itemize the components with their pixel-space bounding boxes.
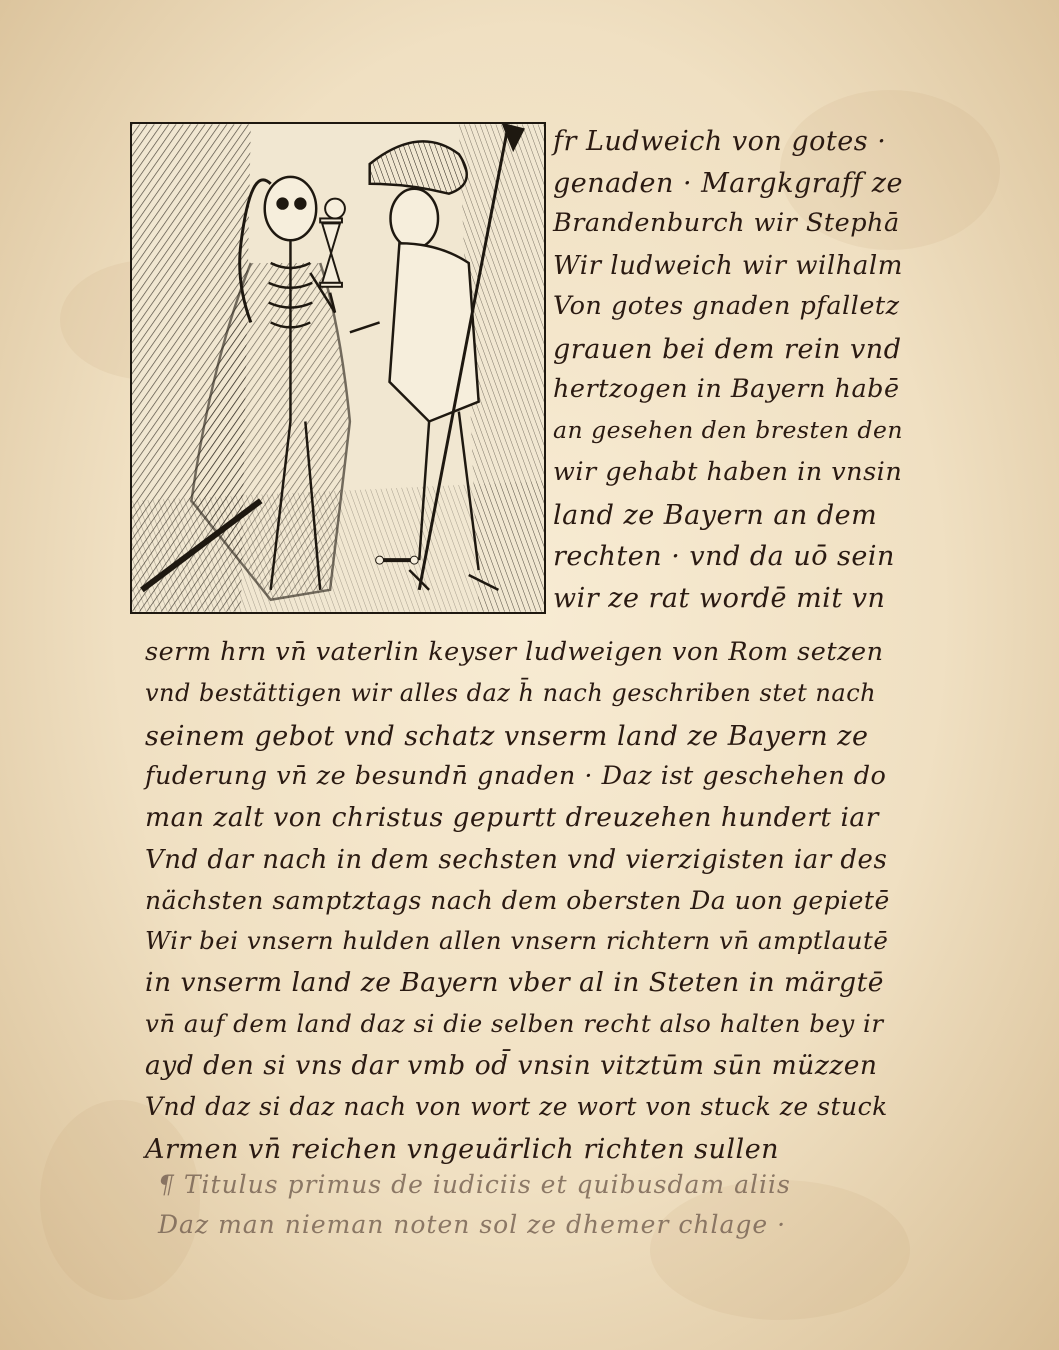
woodcut-illustration bbox=[130, 122, 546, 614]
rubric-line: Daz man nieman noten sol ze dhemer chlage · bbox=[158, 1210, 787, 1239]
manuscript-line: Wir ludweich wir wilhalm bbox=[553, 250, 903, 281]
manuscript-line: land ze Bayern an dem bbox=[553, 499, 878, 531]
manuscript-line: Vnd daz si daz nach von wort ze wort von stuck ze stuck bbox=[145, 1092, 888, 1122]
manuscript-line: wir gehabt haben in vnsin bbox=[553, 457, 903, 487]
manuscript-line: fuderung vn̄ ze besundn̄ gnaden · Daz ist geschehen do bbox=[145, 760, 887, 791]
manuscript-line: fr Ludweich von gotes · bbox=[553, 126, 887, 157]
manuscript-line: nächsten samptztags nach dem obersten Da uon gepietē bbox=[145, 885, 890, 915]
manuscript-line: Wir bei vnsern hulden allen vnsern richtern vn̄ amptlautē bbox=[145, 926, 889, 956]
manuscript-line: vnd bestättigen wir alles daz h̄ nach geschriben stet nach bbox=[145, 679, 877, 708]
manuscript-line: seinem gebot vnd schatz vnserm land ze Bayern ze bbox=[145, 720, 869, 752]
manuscript-line: genaden · Margkgraff ze bbox=[553, 167, 904, 199]
death-and-landsknecht-woodcut-icon bbox=[132, 124, 544, 612]
manuscript-line: ayd den si vns dar vmb od̄ vnsin vitztūm sūn müzzen bbox=[145, 1050, 878, 1081]
manuscript-line: man zalt von christus gepurtt dreuzehen hundert iar bbox=[145, 802, 879, 834]
manuscript-line: Von gotes gnaden pfalletz bbox=[553, 291, 900, 321]
manuscript-line: hertzogen in Bayern habē bbox=[553, 374, 900, 404]
manuscript-line: in vnserm land ze Bayern vber al in Steten in märgtē bbox=[145, 967, 884, 999]
rubric-line: ¶ Titulus primus de iudiciis et quibusdam aliis bbox=[158, 1170, 791, 1199]
manuscript-line: Vnd dar nach in dem sechsten vnd vierzigisten iar des bbox=[145, 844, 888, 875]
manuscript-line: an gesehen den bresten den bbox=[553, 415, 904, 444]
manuscript-line: Brandenburch wir Stephā bbox=[553, 208, 900, 238]
manuscript-line: vn̄ auf dem land daz si die selben recht also halten bey ir bbox=[145, 1008, 884, 1038]
paper-stain bbox=[650, 1180, 910, 1320]
manuscript-line: rechten · vnd da uō sein bbox=[553, 541, 895, 572]
manuscript-line: Armen vn̄ reichen vngeuärlich richten sullen bbox=[145, 1133, 780, 1165]
manuscript-line: wir ze rat wordē mit vn bbox=[553, 582, 886, 614]
paper-stain bbox=[40, 1100, 200, 1300]
manuscript-line: grauen bei dem rein vnd bbox=[553, 333, 902, 365]
manuscript-line: serm hrn vn̄ vaterlin keyser ludweigen von Rom setzen bbox=[145, 637, 884, 667]
